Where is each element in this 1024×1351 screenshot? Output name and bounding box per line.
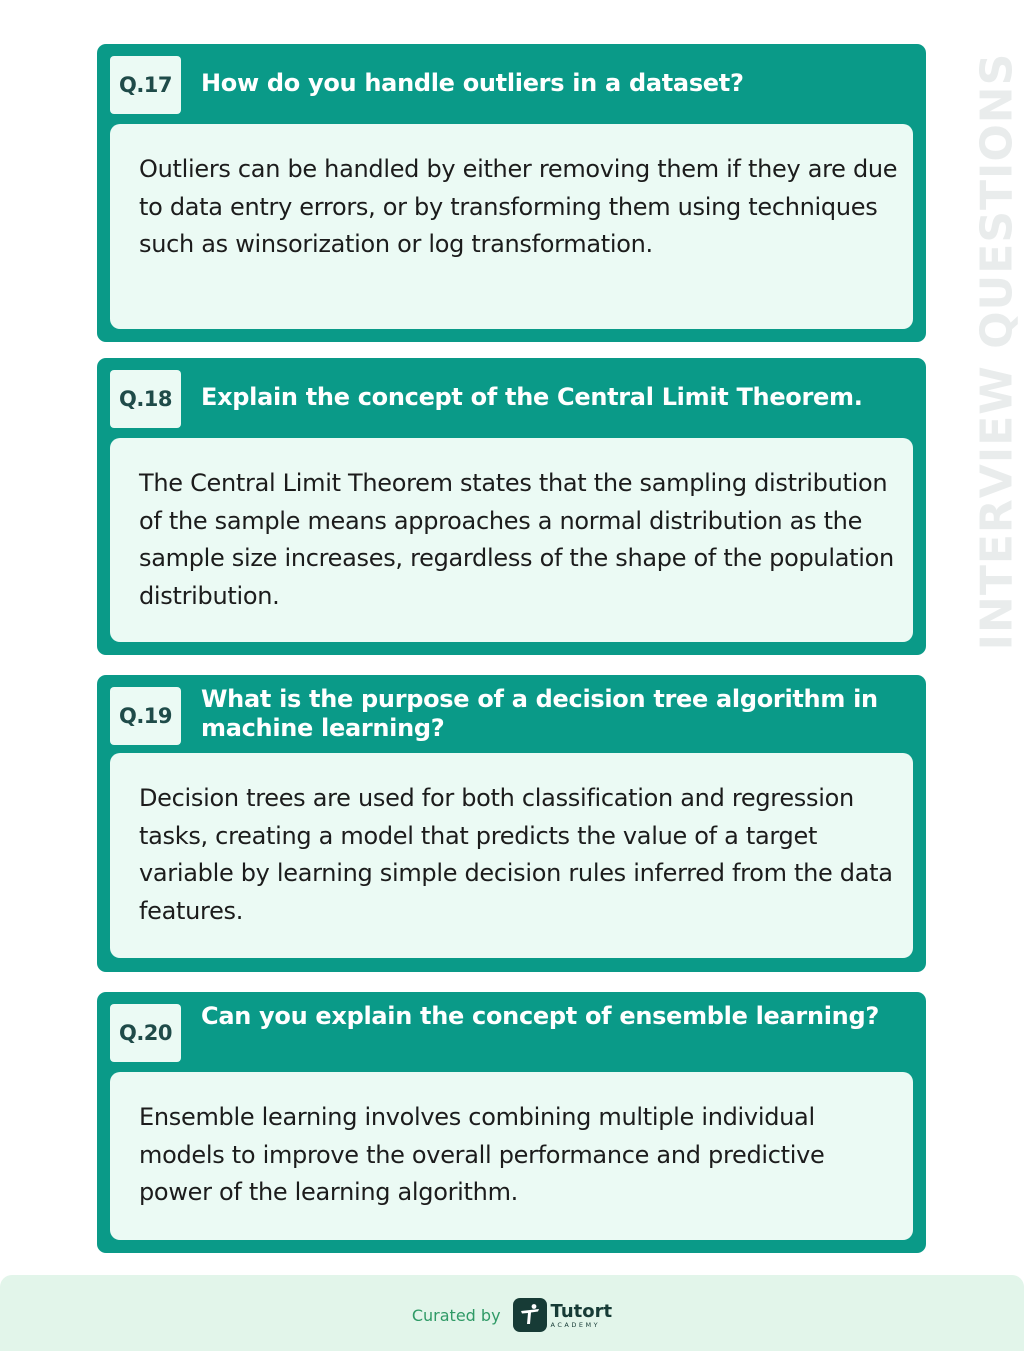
question-number-badge: Q.20 [110, 1004, 181, 1062]
qa-card-18 [97, 358, 926, 655]
answer-text: The Central Limit Theorem states that the sampling distribution of the sample means approaches a normal distribution as the sample size increases, regardless of the shape of the population distribution. [139, 469, 894, 610]
qa-card-20 [97, 992, 926, 1253]
brand-logo [551, 1302, 613, 1329]
question-number-badge: Q.17 [110, 56, 181, 114]
answer-box [110, 124, 913, 329]
brand-name: Tutort [550, 1300, 613, 1322]
question-text: Can you explain the concept of ensemble learning? [201, 1002, 879, 1030]
footer [0, 1275, 1024, 1351]
side-label [972, 40, 1022, 662]
question-number-badge: Q.18 [110, 370, 181, 428]
brand-subtitle: ACADEMY [550, 1320, 601, 1329]
answer-box [110, 753, 913, 958]
answer-box [110, 438, 913, 642]
question-number-badge: Q.19 [110, 687, 181, 745]
side-label-text: INTERVIEW QUESTIONS [971, 52, 1023, 650]
question-text: Explain the concept of the Central Limit Theorem. [201, 383, 863, 411]
tutort-figure-icon [513, 1298, 547, 1332]
curated-by-label: Curated by [411, 1305, 501, 1325]
answer-text: Decision trees are used for both classification and regression tasks, creating a model that predicts the value of a target variable by learning simple decision rules inferred from the data features. [139, 784, 893, 925]
question-text: What is the purpose of a decision tree algorithm in machine learning? [201, 685, 878, 742]
answer-text: Ensemble learning involves combining multiple individual models to improve the overall performance and predictive power of the learning algorithm. [139, 1103, 825, 1206]
qa-card-19 [97, 675, 926, 972]
answer-box [110, 1072, 913, 1240]
question-text: How do you handle outliers in a dataset? [201, 69, 744, 97]
qa-card-17 [97, 44, 926, 342]
tutort-figure-icon-glyph [519, 1303, 541, 1327]
answer-text: Outliers can be handled by either removing them if they are due to data entry errors, or by transforming them using techniques such as winsorization or log transformation. [139, 155, 898, 258]
